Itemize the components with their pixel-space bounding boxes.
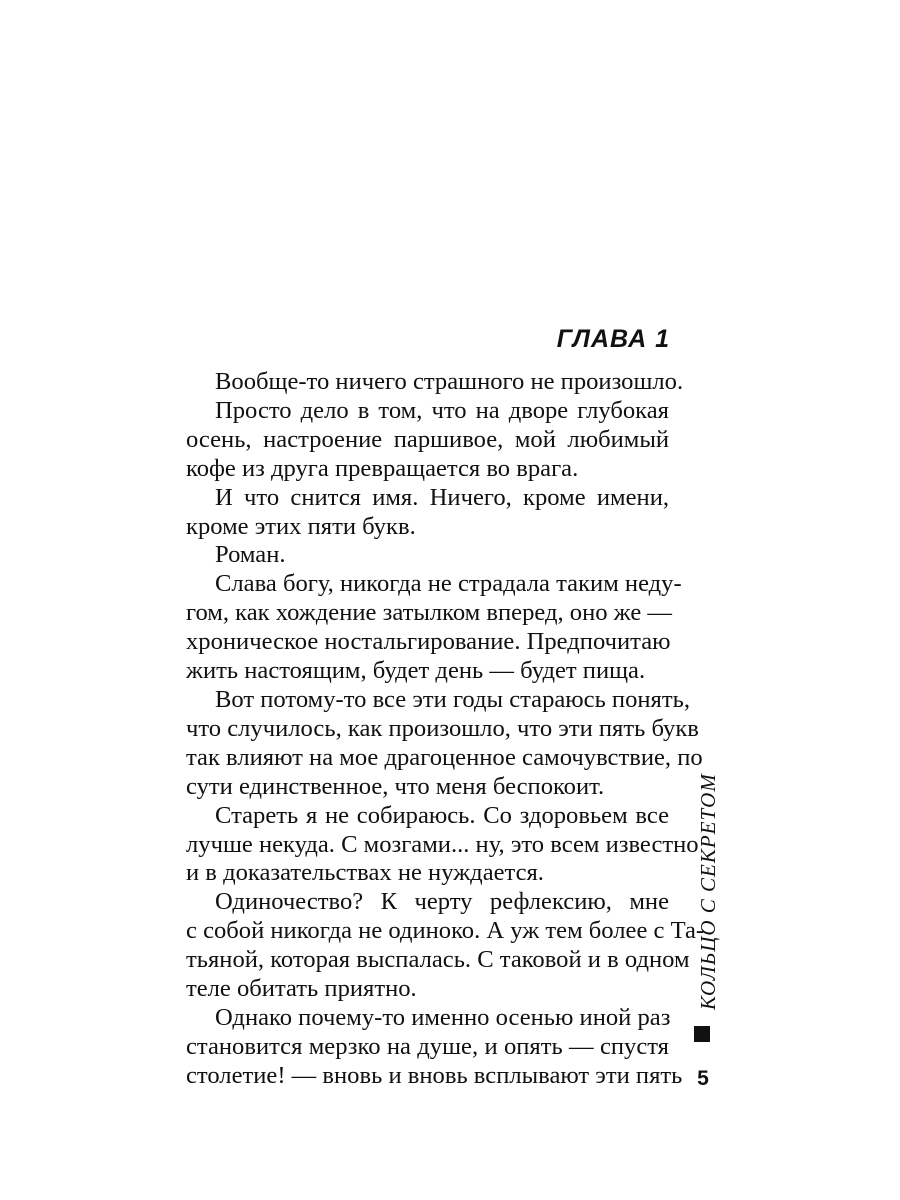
text-line: И что снится имя. Ничего, кроме имени, — [215, 483, 669, 511]
paragraph — [157, 1003, 683, 1091]
chapter-title: ГЛАВА 1 — [556, 325, 670, 353]
body-text — [157, 368, 705, 1091]
text-line: Слава богу, никогда не страдала таким неду- — [215, 570, 682, 598]
text-line: осень, настроение паршивое, мой любимый — [186, 425, 669, 453]
paragraph — [157, 685, 703, 802]
text-line: тьяной, которая выспалась. С таковой и в одном — [186, 946, 690, 974]
paragraph — [157, 888, 705, 1004]
paragraph — [157, 484, 669, 542]
text-line: столетие! — вновь и вновь всплывают эти пять — [186, 1061, 683, 1089]
text-line: Просто дело в том, что на дворе глубокая — [215, 396, 669, 424]
text-line: становится мерзко на душе, и опять — спустя — [186, 1032, 669, 1060]
text-line: Стареть я не собираюсь. Со здоровьем все — [215, 801, 669, 829]
text-line: теле обитать приятно. — [186, 975, 417, 1003]
page-number: 5 — [697, 1067, 709, 1090]
paragraph — [157, 801, 699, 889]
text-line: кроме этих пяти букв. — [186, 512, 416, 540]
running-head: КОЛЬЦО С СЕКРЕТОМ — [696, 773, 720, 1010]
text-line: Роман. — [215, 541, 286, 569]
text-line: Однако почему-то именно осенью иной раз — [215, 1003, 671, 1031]
text-line: что случилось, как произошло, что эти пять букв — [186, 714, 699, 742]
paragraph — [157, 368, 684, 397]
paragraph — [157, 570, 682, 686]
text-line: лучше некуда. С мозгами... ну, это всем известно — [186, 830, 699, 858]
text-line: Вообще-то ничего страшного не произошло. — [215, 368, 684, 395]
text-line: кофе из друга превращается во врага. — [186, 454, 579, 482]
text-line: с собой никогда не одиноко. А уж тем более с Та- — [186, 917, 705, 945]
text-line: Одиночество? К черту рефлексию, мне — [215, 888, 669, 916]
text-line: гом, как хождение затылком вперед, оно же — — [186, 599, 673, 627]
paragraph — [157, 541, 669, 570]
text-line: жить настоящим, будет день — будет пища. — [186, 657, 646, 685]
paragraph — [157, 397, 669, 484]
text-line: сути единственное, что меня беспокоит. — [186, 772, 605, 800]
text-line: так влияют на мое драгоценное самочувствие, по — [186, 743, 703, 771]
text-line: Вот потому-то все эти годы стараюсь понять, — [215, 685, 690, 713]
text-line: хроническое ностальгирование. Предпочитаю — [186, 628, 671, 656]
square-bullet-icon — [694, 1026, 710, 1042]
text-line: и в доказательствах не нуждается. — [186, 859, 544, 887]
